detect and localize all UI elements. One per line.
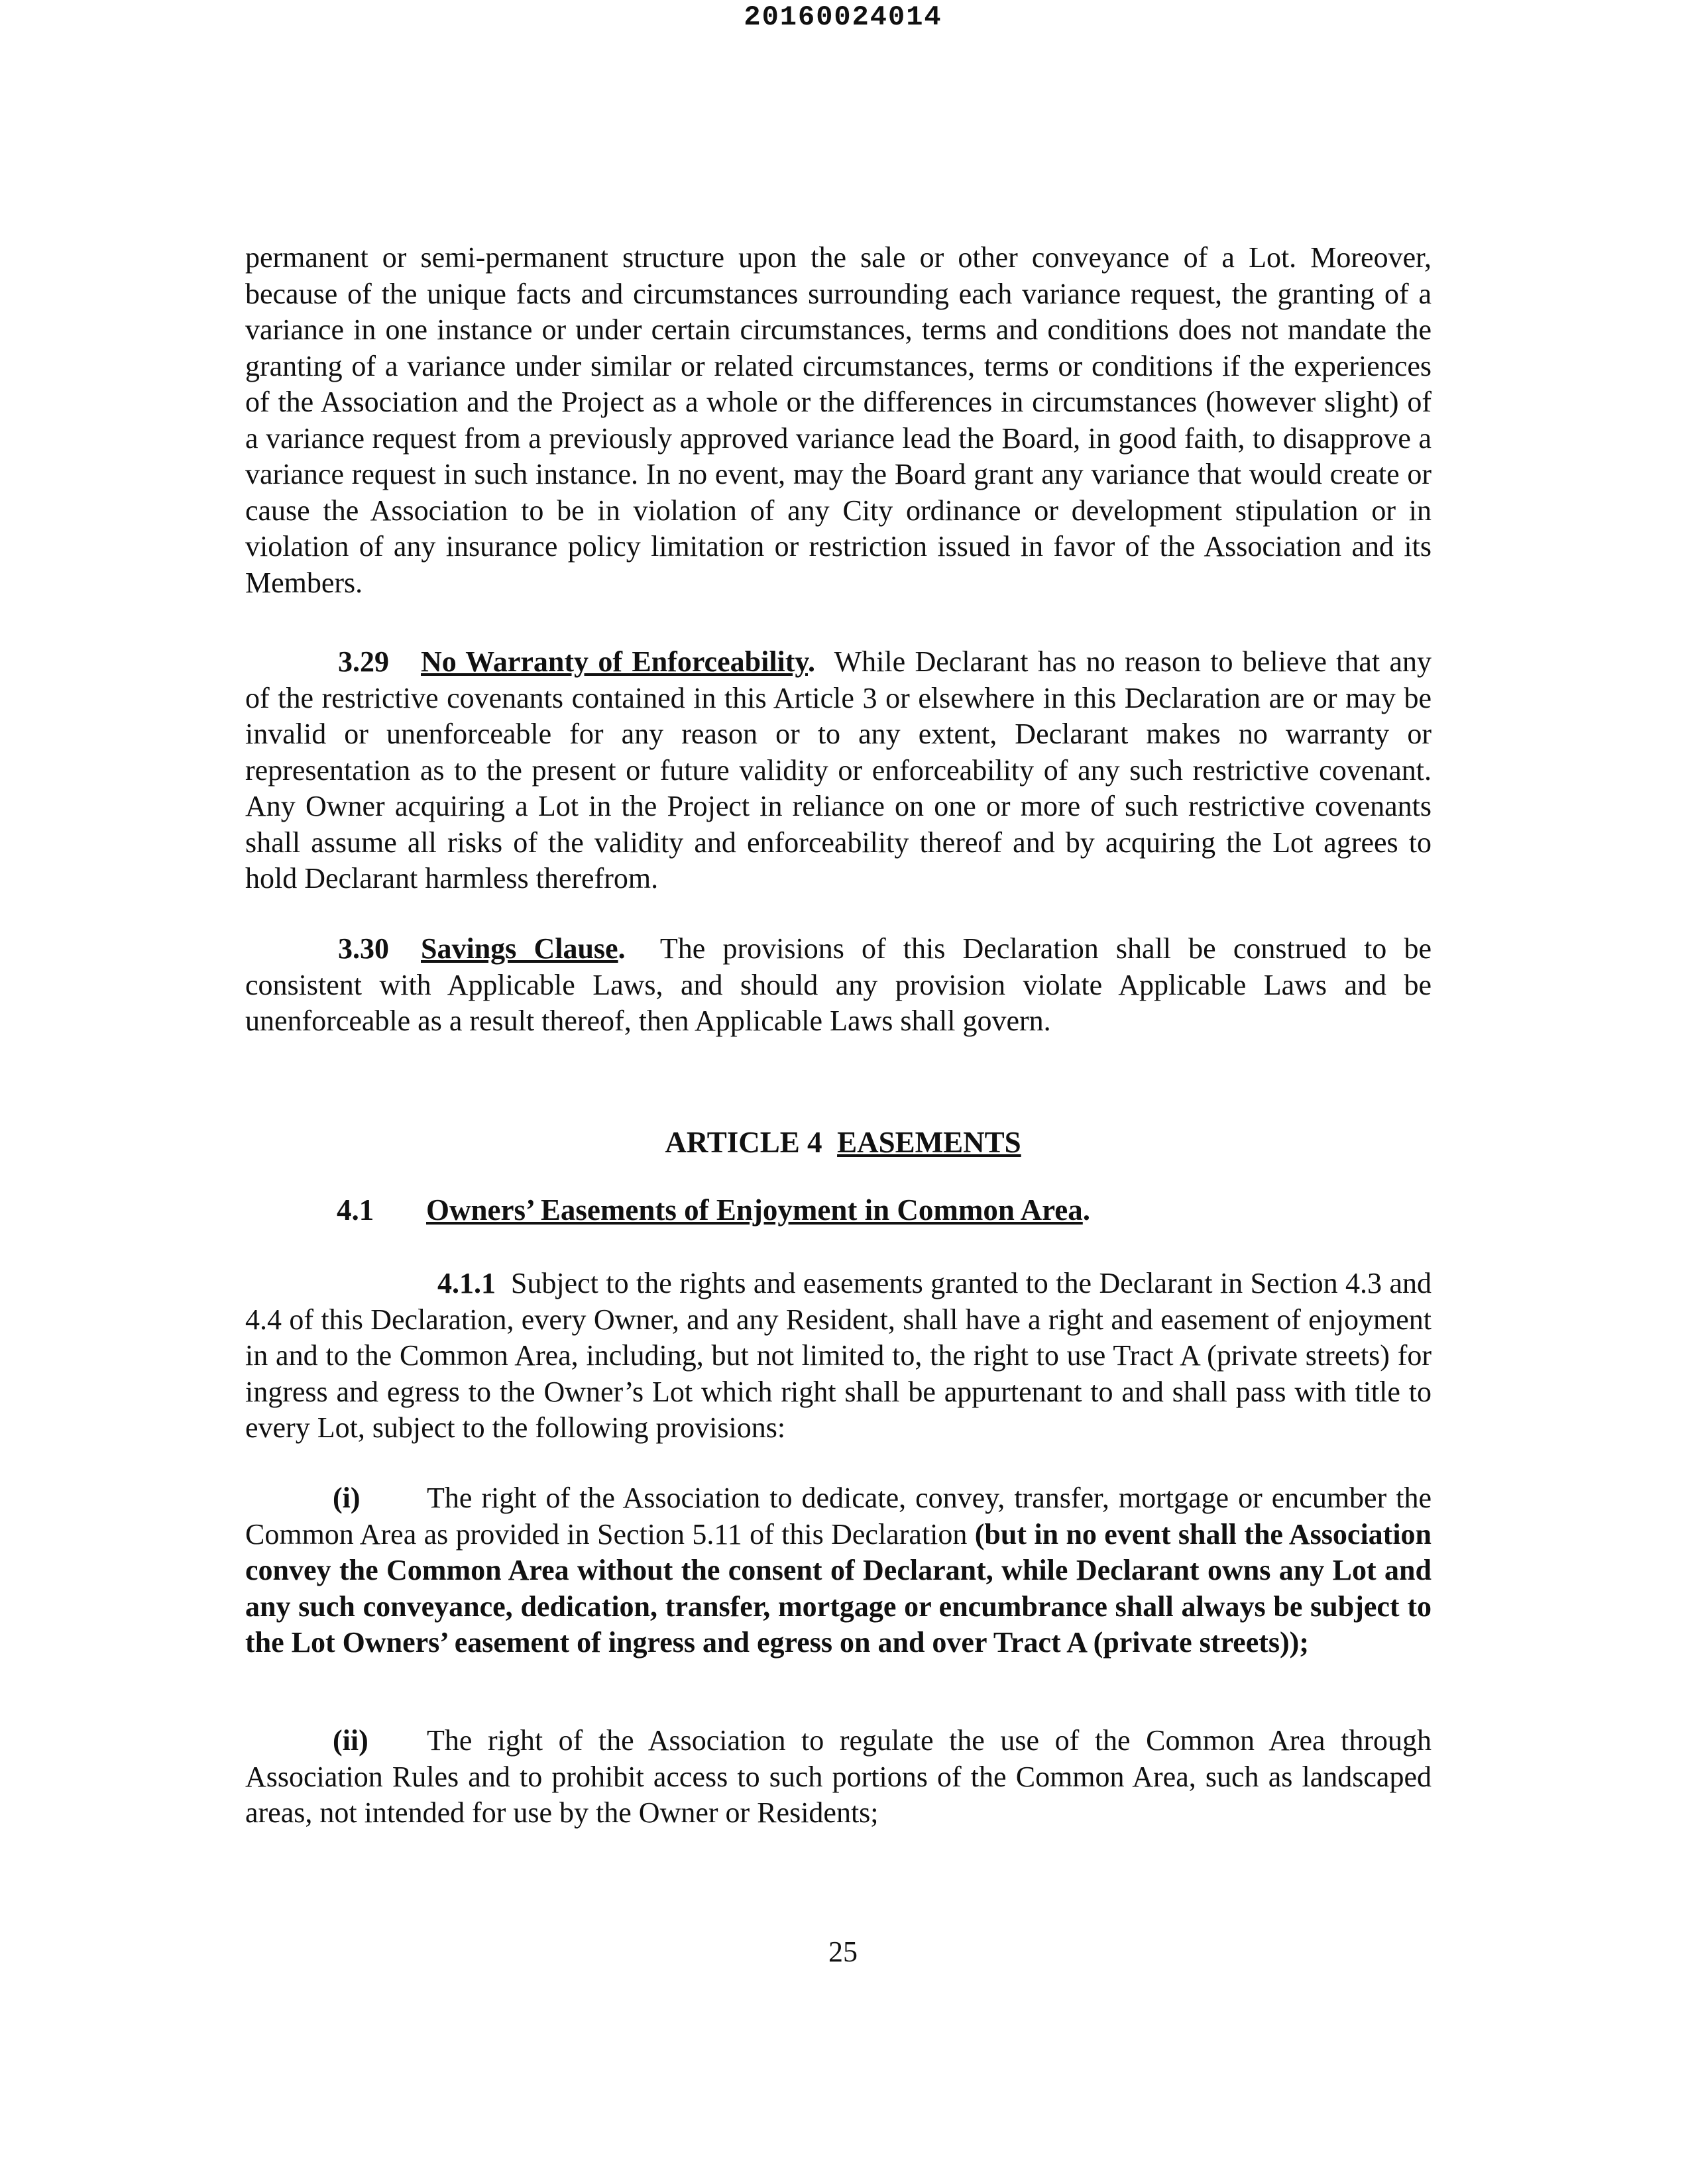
article-heading — [0, 1125, 1686, 1160]
item-text: The right of the Association to regulate the use of the Common Area through Association Rules and to prohibit access to such portions of the Common Area, such as landscaped areas, not intended for use by the Owner or Residents; — [245, 1724, 1432, 1829]
paragraph-continuation: permanent or semi-permanent structure upon the sale or other conveyance of a Lot. Moreover, because of the unique facts and circumstances surrounding each variance request, the granting of a variance in one instance or under certain circumstances, terms and conditions does not mandate the granting of a variance under similar or related circumstances, terms or conditions if the experiences of the Association and the Project as a whole or the differences in circumstances (however slight) of a variance request from a previously approved variance lead the Board, in good faith, to disapprove a variance request in such instance. In no event, may the Board grant any variance that would create or cause the Association to be in violation of any City ordinance or development stipulation or in violation of any insurance policy limitation or restriction issued in favor of the Association and its Members. — [245, 241, 1432, 599]
article-label: ARTICLE 4 — [665, 1126, 822, 1159]
item-i — [245, 1480, 1432, 1661]
section-text: The provisions of this Declaration shall be construed to be consistent with Applicable Laws, and should any provision violate Applicable Laws and be unenforceable as a result thereof, then Applicable Laws shall govern. — [245, 932, 1432, 1037]
section-title-end: . — [618, 932, 626, 965]
item-text: The right of the Association to dedicate, convey, transfer, mortgage or encumber the Common Area as provided in Section 5.11 of this Declaration — [245, 1482, 1432, 1551]
section-number: 4.1 — [337, 1193, 374, 1227]
subsection-text: Subject to the rights and easements granted to the Declarant in Section 4.3 and 4.4 of this Declaration, every Owner, and any Resident, shall have a right and easement of enjoyment in and to the Common Area, including, but not limited to, the right to use Tract A (private streets) for ingress and egress to the Owner’s Lot which right shall be appurtenant to and shall pass with title to every Lot, subject to the following provisions: — [245, 1267, 1432, 1444]
subsection-number: 4.1.1 — [437, 1267, 496, 1299]
item-ii — [245, 1723, 1432, 1831]
section-title: Savings Clause — [421, 932, 618, 965]
section-text: While Declarant has no reason to believe that any of the restrictive covenants contained in this Article 3 or elsewhere in this Declaration are or may be invalid or unenforceable for any reason or to any extent, Declarant makes no warranty or representation as to the present or future validity or enforceability of any such restrictive covenant. Any Owner acquiring a Lot in the Project in reliance on one or more of such restrictive covenants shall assume all risks of the validity and enforceability thereof and by acquiring the Lot agrees to hold Declarant harmless therefrom. — [245, 645, 1432, 895]
article-title: EASEMENTS — [837, 1126, 1021, 1159]
section-4-1-heading — [337, 1193, 1090, 1227]
item-number: (i) — [333, 1482, 361, 1514]
section-3-29 — [245, 644, 1432, 897]
section-title-end: . — [808, 645, 815, 678]
page-number: 25 — [828, 1936, 858, 1968]
section-number: 3.29 — [338, 645, 389, 678]
subsection-4-1-1 — [245, 1266, 1432, 1447]
section-title: Owners’ Easements of Enjoyment in Common Area — [426, 1193, 1083, 1227]
item-number: (ii) — [333, 1724, 368, 1757]
section-title-end: . — [1082, 1193, 1091, 1227]
section-number: 3.30 — [338, 932, 389, 965]
document-number: 20160024014 — [744, 1, 942, 33]
item-bold-text: (but in no event shall the Association convey the Common Area without the consent of Declarant, while Declarant owns any Lot and any such conveyance, dedication, transfer, mortgage or encumbrance shall always be subject to the Lot Owners’ easement of ingress and egress on and over Tract A (private streets)); — [245, 1517, 1432, 1659]
section-3-30 — [245, 931, 1432, 1040]
section-title: No Warranty of Enforceability — [421, 645, 808, 678]
